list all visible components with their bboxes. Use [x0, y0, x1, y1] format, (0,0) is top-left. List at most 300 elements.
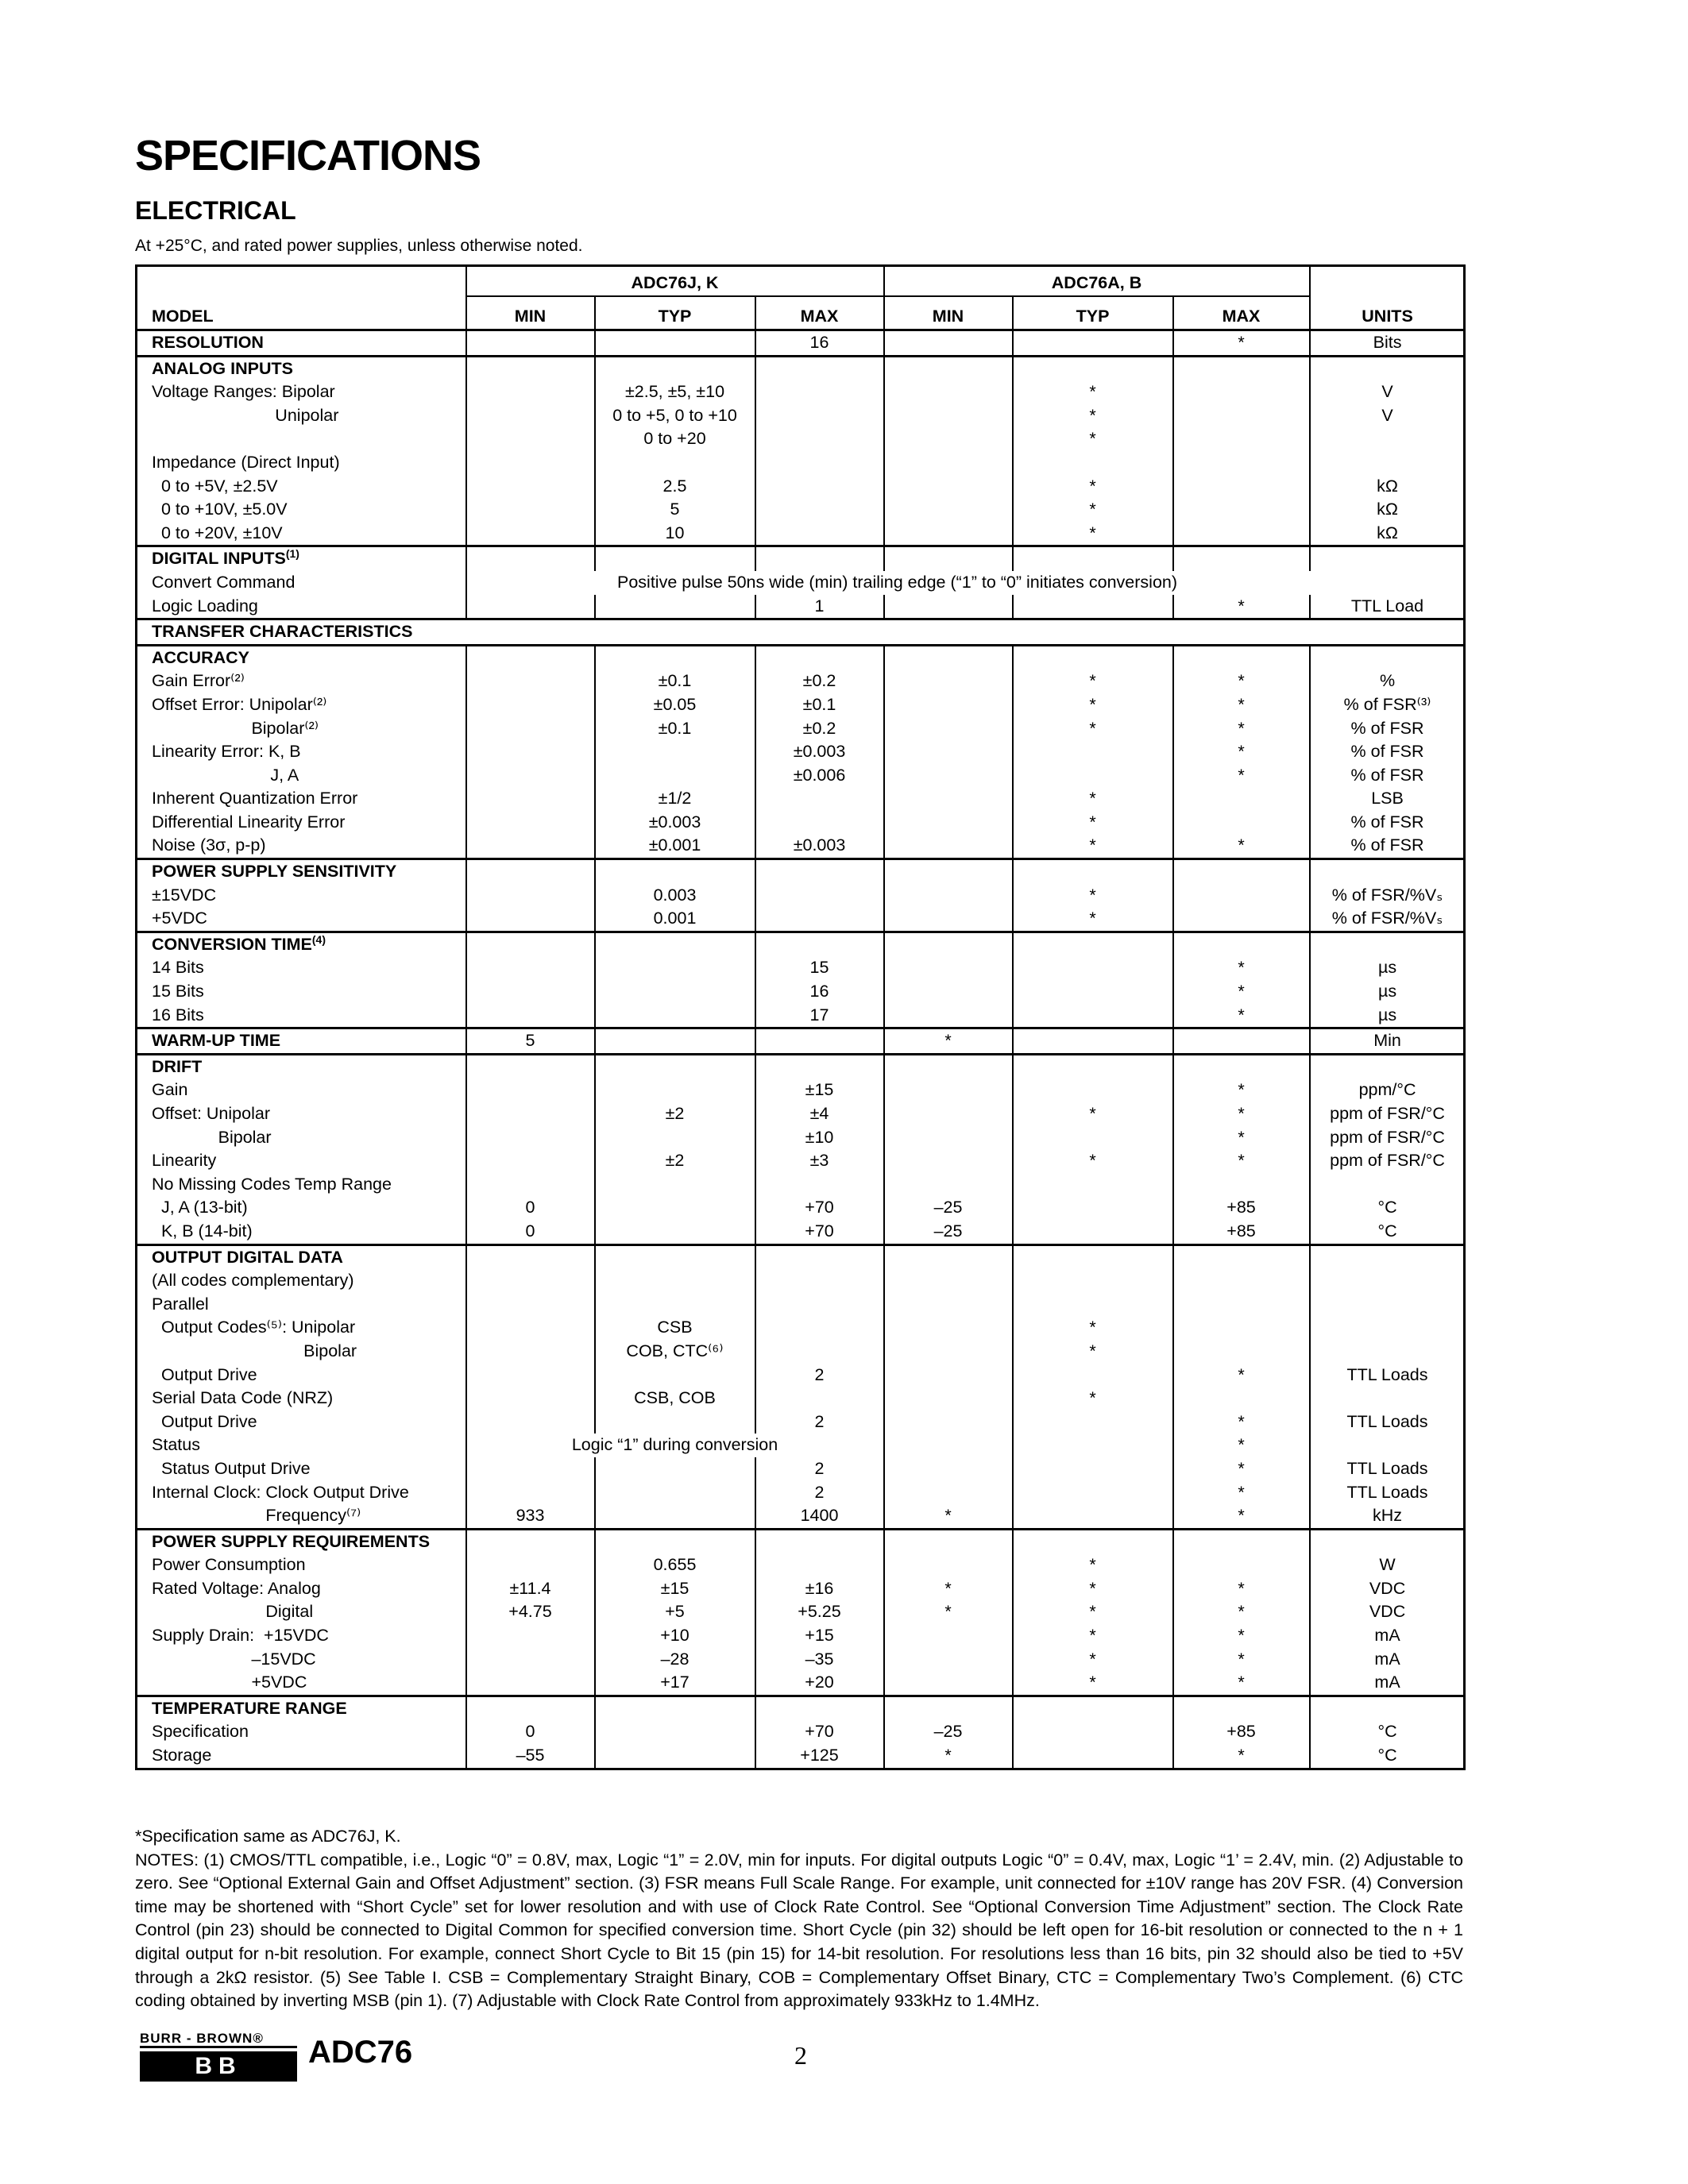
table-cell: VDC — [1310, 1600, 1465, 1624]
table-cell: ±10 — [755, 1126, 884, 1150]
table-cell: 0 — [466, 1220, 595, 1244]
table-row — [137, 740, 1465, 764]
table-cell — [1310, 356, 1465, 380]
table-cell: * — [884, 1028, 1013, 1055]
table-cell — [595, 356, 755, 380]
test-conditions: At +25°C, and rated power supplies, unless otherwise noted. — [135, 237, 583, 255]
table-cell: * — [1013, 907, 1173, 932]
table-cell — [884, 1529, 1013, 1553]
table-cell: * — [1173, 330, 1310, 357]
table-cell — [595, 1293, 755, 1317]
table-cell — [595, 1028, 755, 1055]
table-cell: * — [1013, 693, 1173, 717]
table-cell: 0 to +5, 0 to +10 — [595, 404, 755, 428]
table-cell: 0.655 — [595, 1553, 755, 1577]
table-cell — [466, 404, 595, 428]
row-label: Bipolar — [152, 1341, 357, 1360]
table-cell: TTL Loads — [1310, 1481, 1465, 1505]
table-cell: CSB — [595, 1316, 755, 1340]
table-cell — [1310, 859, 1465, 884]
table-cell: CSB, COB — [595, 1387, 755, 1410]
section-title-row — [137, 645, 1465, 669]
table-row — [137, 1316, 1465, 1340]
table-row — [137, 1624, 1465, 1648]
table-cell: * — [1013, 1316, 1173, 1340]
section-title — [137, 1028, 466, 1055]
table-row — [137, 1504, 1465, 1529]
table-cell — [884, 645, 1013, 669]
table-cell: * — [884, 1577, 1013, 1601]
col-header-model: MODEL — [137, 296, 466, 330]
table-cell: 10 — [595, 522, 755, 546]
table-cell — [884, 451, 1013, 475]
table-cell: * — [1173, 980, 1310, 1004]
table-cell — [884, 1648, 1013, 1672]
row-label: Supply Drain: +15VDC — [152, 1626, 329, 1646]
section-title — [137, 546, 466, 571]
table-cell — [755, 1244, 884, 1269]
table-cell — [466, 1149, 595, 1173]
table-cell: ±0.2 — [755, 669, 884, 693]
table-cell: ±2 — [595, 1149, 755, 1173]
table-cell — [755, 1340, 884, 1364]
table-cell — [755, 1696, 884, 1720]
table-cell: +70 — [755, 1720, 884, 1744]
table-cell: * — [1173, 693, 1310, 717]
table-cell — [884, 1269, 1013, 1293]
row-label: Status — [152, 1435, 200, 1455]
table-cell: ±0.001 — [595, 834, 755, 859]
table-cell — [1310, 1340, 1465, 1364]
table-cell — [884, 380, 1013, 404]
table-cell — [884, 1387, 1013, 1410]
table-cell — [884, 764, 1013, 788]
section-title-text: CONVERSION TIME — [152, 934, 312, 954]
table-cell — [1173, 451, 1310, 475]
table-cell — [755, 427, 884, 451]
table-cell — [466, 1054, 595, 1078]
table-cell: * — [1173, 1410, 1310, 1434]
table-cell — [595, 1054, 755, 1078]
table-cell: * — [1173, 834, 1310, 859]
table-cell — [884, 475, 1013, 499]
table-cell — [595, 1004, 755, 1028]
table-cell: +85 — [1173, 1220, 1310, 1244]
table-cell: * — [1173, 740, 1310, 764]
table-cell — [466, 1481, 595, 1505]
table-cell: * — [1173, 1102, 1310, 1126]
col-header-min: MIN — [884, 296, 1013, 330]
group-header-ab: ADC76A, B — [884, 266, 1310, 297]
table-cell: ±0.003 — [595, 811, 755, 835]
table-cell — [884, 1364, 1013, 1387]
col-header-max: MAX — [1173, 296, 1310, 330]
table-cell — [1173, 356, 1310, 380]
section-title-row — [137, 1028, 1465, 1055]
table-cell: * — [1013, 811, 1173, 835]
table-cell — [884, 330, 1013, 357]
row-label: Gain — [152, 1080, 188, 1100]
table-cell — [1013, 859, 1173, 884]
table-cell — [1173, 427, 1310, 451]
table-cell — [1310, 1387, 1465, 1410]
row-label: Power Consumption — [152, 1555, 306, 1575]
table-cell — [1013, 1457, 1173, 1481]
table-row — [137, 1126, 1465, 1150]
section-title: TRANSFER CHARACTERISTICS — [137, 619, 1465, 646]
table-cell: * — [1173, 1744, 1310, 1769]
table-cell — [466, 834, 595, 859]
table-cell: * — [1173, 1149, 1310, 1173]
table-cell — [755, 1553, 884, 1577]
table-row — [137, 1648, 1465, 1672]
table-cell — [884, 693, 1013, 717]
table-cell — [884, 1696, 1013, 1720]
row-label: Bipolar — [152, 1127, 272, 1147]
table-cell — [466, 1696, 595, 1720]
section-title — [137, 1529, 466, 1553]
table-cell — [755, 498, 884, 522]
column-header-row — [137, 296, 1465, 330]
table-cell: +5 — [595, 1600, 755, 1624]
table-cell — [755, 811, 884, 835]
table-cell — [595, 1720, 755, 1744]
table-cell: °C — [1310, 1196, 1465, 1220]
table-cell — [1173, 787, 1310, 811]
table-cell: 2 — [755, 1481, 884, 1505]
table-cell: * — [1013, 404, 1173, 428]
footnote-ref: (4) — [311, 932, 326, 946]
table-cell — [1013, 1529, 1173, 1553]
table-cell: * — [1173, 1457, 1310, 1481]
table-cell — [884, 498, 1013, 522]
table-cell: kΩ — [1310, 475, 1465, 499]
table-row — [137, 787, 1465, 811]
table-cell — [1310, 645, 1465, 669]
table-cell: 2 — [755, 1410, 884, 1434]
table-cell — [884, 669, 1013, 693]
table-row — [137, 1577, 1465, 1601]
table-cell: 933 — [466, 1504, 595, 1529]
table-cell — [595, 645, 755, 669]
table-cell: 0.001 — [595, 907, 755, 932]
table-cell — [884, 1078, 1013, 1102]
table-cell: * — [1013, 522, 1173, 546]
row-label: Parallel — [152, 1294, 209, 1314]
col-header-units: UNITS — [1310, 296, 1465, 330]
table-cell — [1013, 1220, 1173, 1244]
table-cell — [755, 1529, 884, 1553]
row-label: Offset Error: Unipolar⁽²⁾ — [152, 694, 327, 714]
table-body — [137, 330, 1465, 1769]
table-cell — [466, 1624, 595, 1648]
table-cell — [595, 980, 755, 1004]
table-cell: * — [1173, 1671, 1310, 1696]
table-cell: * — [1013, 1600, 1173, 1624]
row-label: Gain Error⁽²⁾ — [152, 671, 245, 691]
table-cell — [755, 1293, 884, 1317]
table-cell — [466, 1293, 595, 1317]
row-label: +5VDC — [152, 909, 207, 928]
table-cell — [466, 764, 595, 788]
table-row — [137, 1293, 1465, 1317]
table-cell — [1310, 1173, 1465, 1197]
row-label: (All codes complementary) — [152, 1271, 354, 1291]
table-cell: COB, CTC⁽⁶⁾ — [595, 1340, 755, 1364]
row-label: Noise (3σ, p-p) — [152, 835, 266, 855]
table-cell — [466, 1126, 595, 1150]
table-cell — [884, 907, 1013, 932]
table-cell — [884, 1173, 1013, 1197]
row-label: 14 Bits — [152, 958, 204, 978]
table-cell — [595, 1410, 755, 1434]
table-cell — [595, 1457, 755, 1481]
table-cell — [595, 1126, 755, 1150]
table-cell — [755, 1173, 884, 1197]
table-cell: * — [1013, 1387, 1173, 1410]
table-cell: ppm of FSR/°C — [1310, 1126, 1465, 1150]
table-cell — [466, 1340, 595, 1364]
table-row — [137, 980, 1465, 1004]
table-cell: ±15 — [595, 1577, 755, 1601]
table-cell — [884, 1340, 1013, 1364]
table-cell — [884, 1244, 1013, 1269]
table-row — [137, 693, 1465, 717]
burr-brown-logo — [140, 2032, 297, 2082]
table-cell — [755, 546, 884, 571]
table-cell — [1310, 1244, 1465, 1269]
table-cell: TTL Loads — [1310, 1410, 1465, 1434]
table-cell: kΩ — [1310, 522, 1465, 546]
table-cell — [466, 693, 595, 717]
table-cell — [595, 932, 755, 956]
table-cell — [884, 1149, 1013, 1173]
table-row — [137, 1220, 1465, 1244]
table-cell — [755, 1387, 884, 1410]
table-cell: * — [1173, 1126, 1310, 1150]
table-cell: TTL Loads — [1310, 1364, 1465, 1387]
table-cell — [884, 595, 1013, 619]
table-cell — [595, 1529, 755, 1553]
table-cell: +10 — [595, 1624, 755, 1648]
part-number: ADC76 — [308, 2035, 413, 2070]
table-cell — [1310, 427, 1465, 451]
table-cell: –35 — [755, 1648, 884, 1672]
table-cell — [1013, 595, 1173, 619]
table-row — [137, 1173, 1465, 1197]
table-cell: * — [1013, 1577, 1173, 1601]
row-label: Internal Clock: Clock Output Drive — [152, 1482, 409, 1502]
table-cell: µs — [1310, 956, 1465, 980]
section-title-text: ACCURACY — [152, 647, 250, 667]
row-label: Logic Loading — [152, 596, 258, 615]
table-row — [137, 1410, 1465, 1434]
table-cell — [1013, 1054, 1173, 1078]
table-cell: * — [1013, 498, 1173, 522]
row-label: 16 Bits — [152, 1005, 204, 1024]
table-cell: * — [1173, 1504, 1310, 1529]
table-cell — [1013, 1744, 1173, 1769]
table-cell — [1173, 1696, 1310, 1720]
table-cell: ±16 — [755, 1577, 884, 1601]
table-cell — [1310, 1293, 1465, 1317]
table-cell — [1013, 1720, 1173, 1744]
table-cell: * — [1173, 717, 1310, 741]
row-label: Convert Command — [152, 572, 295, 592]
table-cell — [1013, 1433, 1173, 1457]
table-row — [137, 669, 1465, 693]
table-cell: ±0.1 — [595, 717, 755, 741]
table-row — [137, 1269, 1465, 1293]
table-cell — [466, 980, 595, 1004]
row-label: Inherent Quantization Error — [152, 789, 358, 808]
table-cell: * — [1173, 1624, 1310, 1648]
table-cell: % of FSR/%Vₛ — [1310, 907, 1465, 932]
table-cell — [1173, 404, 1310, 428]
table-cell: ±15 — [755, 1078, 884, 1102]
section-title-row — [137, 619, 1465, 646]
table-cell: –25 — [884, 1196, 1013, 1220]
section-title — [137, 330, 466, 357]
row-label: Digital — [152, 1602, 314, 1622]
section-title-row — [137, 546, 1465, 571]
table-cell: % of FSR — [1310, 740, 1465, 764]
table-cell: ±4 — [755, 1102, 884, 1126]
table-cell: * — [1173, 1433, 1310, 1457]
table-cell — [884, 1433, 1013, 1457]
section-title — [137, 645, 466, 669]
table-cell: ±0.1 — [595, 669, 755, 693]
table-cell: 5 — [466, 1028, 595, 1055]
table-cell — [1173, 1316, 1310, 1340]
table-cell — [884, 884, 1013, 908]
row-label: Output Codes⁽⁵⁾: Unipolar — [152, 1318, 356, 1337]
specifications-table — [135, 264, 1466, 1770]
table-cell — [466, 522, 595, 546]
table-cell: * — [1173, 1481, 1310, 1505]
table-cell — [1013, 451, 1173, 475]
table-cell: 15 — [755, 956, 884, 980]
table-cell — [595, 1173, 755, 1197]
row-label: Serial Data Code (NRZ) — [152, 1388, 334, 1408]
table-cell: * — [1013, 1671, 1173, 1696]
section-title — [137, 859, 466, 884]
table-cell — [884, 1457, 1013, 1481]
section-title — [137, 356, 466, 380]
row-label: Voltage Ranges: Bipolar — [152, 382, 335, 402]
table-cell — [466, 956, 595, 980]
table-cell — [595, 740, 755, 764]
table-cell — [1013, 1504, 1173, 1529]
table-cell — [466, 498, 595, 522]
row-label: 0 to +20V, ±10V — [152, 523, 283, 542]
section-title-row — [137, 1244, 1465, 1269]
table-cell: 16 — [755, 980, 884, 1004]
table-cell: +15 — [755, 1624, 884, 1648]
table-row — [137, 1078, 1465, 1102]
table-cell: * — [1013, 1553, 1173, 1577]
table-cell: –25 — [884, 1720, 1013, 1744]
table-cell: kHz — [1310, 1504, 1465, 1529]
table-cell: mA — [1310, 1671, 1465, 1696]
section-title — [137, 1054, 466, 1078]
col-header-typ: TYP — [595, 296, 755, 330]
row-label: Offset: Unipolar — [152, 1104, 270, 1123]
table-cell — [466, 1004, 595, 1028]
row-label: Specification — [152, 1722, 249, 1742]
table-cell: ±0.1 — [755, 693, 884, 717]
table-cell: 1 — [755, 595, 884, 619]
table-cell: ±0.003 — [755, 740, 884, 764]
row-label: J, A — [152, 765, 299, 785]
table-cell: * — [1013, 669, 1173, 693]
table-cell: * — [1013, 1340, 1173, 1364]
table-row — [137, 571, 1465, 595]
table-cell — [466, 1244, 595, 1269]
table-row — [137, 811, 1465, 835]
table-cell — [755, 380, 884, 404]
table-row — [137, 427, 1465, 451]
table-row — [137, 834, 1465, 859]
table-cell: +5.25 — [755, 1600, 884, 1624]
table-cell — [755, 475, 884, 499]
table-cell — [466, 1102, 595, 1126]
table-cell — [466, 740, 595, 764]
table-cell: * — [1173, 1577, 1310, 1601]
table-cell: * — [1173, 1078, 1310, 1102]
table-cell — [884, 1126, 1013, 1150]
table-cell: ±2.5, ±5, ±10 — [595, 380, 755, 404]
table-row — [137, 956, 1465, 980]
table-cell: ±3 — [755, 1149, 884, 1173]
table-row — [137, 1433, 1465, 1457]
footnote-ref: (1) — [285, 547, 299, 561]
table-cell — [1310, 1529, 1465, 1553]
table-cell: –25 — [884, 1220, 1013, 1244]
table-cell: * — [884, 1504, 1013, 1529]
row-label: Storage — [152, 1746, 212, 1765]
section-title — [137, 932, 466, 956]
table-cell: 17 — [755, 1004, 884, 1028]
section-title-text: DRIFT — [152, 1056, 203, 1076]
table-cell: V — [1310, 380, 1465, 404]
table-cell: +70 — [755, 1196, 884, 1220]
blank-header-cell — [137, 266, 466, 297]
table-cell — [1310, 1696, 1465, 1720]
table-cell — [755, 884, 884, 908]
section-title-row — [137, 859, 1465, 884]
table-cell: V — [1310, 404, 1465, 428]
table-cell — [466, 1648, 595, 1672]
table-cell — [1310, 1316, 1465, 1340]
table-cell — [884, 1553, 1013, 1577]
table-cell: ±0.2 — [755, 717, 884, 741]
table-cell — [1173, 1553, 1310, 1577]
table-cell — [466, 1529, 595, 1553]
table-row — [137, 595, 1465, 619]
row-label: 0 to +5V, ±2.5V — [152, 476, 278, 496]
table-cell: µs — [1310, 980, 1465, 1004]
table-cell — [466, 1364, 595, 1387]
row-label: Status Output Drive — [152, 1458, 311, 1478]
table-cell — [466, 1457, 595, 1481]
table-cell — [755, 859, 884, 884]
table-cell — [595, 1364, 755, 1387]
table-cell — [1173, 932, 1310, 956]
table-cell: * — [1013, 427, 1173, 451]
row-label: Frequency⁽⁷⁾ — [152, 1506, 361, 1526]
table-cell — [595, 1504, 755, 1529]
